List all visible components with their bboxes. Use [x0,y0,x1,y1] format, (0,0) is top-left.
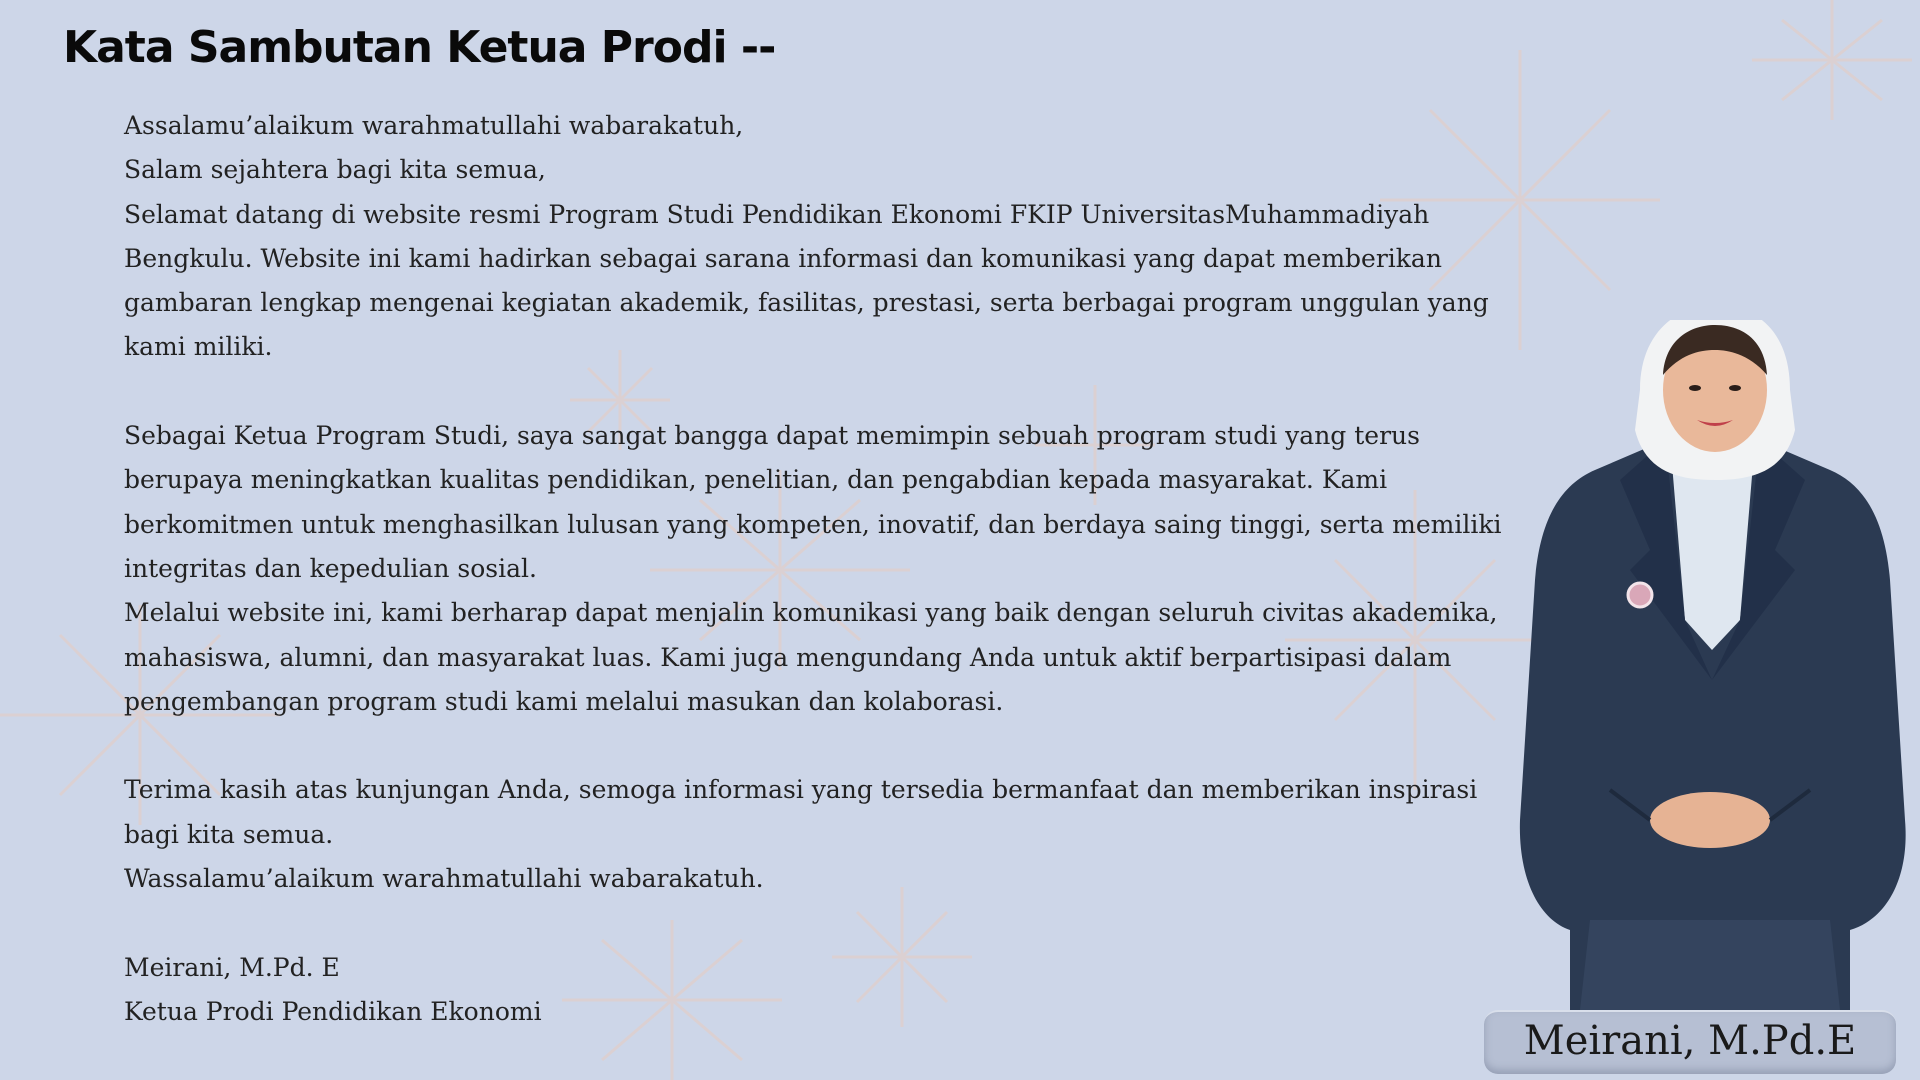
paragraph-gap [124,724,1524,768]
signature-title: Ketua Prodi Pendidikan Ekonomi [124,996,542,1026]
paragraph-gap [124,370,1524,414]
name-caption: Meirani, M.Pd.E [1523,1018,1857,1064]
signature-name: Meirani, M.Pd. E [124,952,340,982]
trousers-shape [1580,920,1840,1010]
eye-left [1689,385,1701,391]
message-line: mahasiswa, alumni, dan masyarakat luas. Kami juga mengundang Anda untuk aktif berpartisipasi dalam [124,642,1452,672]
message-line: berupaya meningkatkan kualitas pendidikan, penelitian, dan pengabdian kepada masyarakat. Kami [124,465,1388,495]
paragraph-gap [124,901,1524,945]
message-line: Wassalamu’alaikum warahmatullahi wabarakatuh. [124,864,764,894]
message-line: integritas dan kepedulian sosial. [124,553,537,583]
name-caption-banner [1484,1010,1896,1074]
portrait-photo [1500,320,1920,1010]
message-line: Selamat datang di website resmi Program Studi Pendidikan Ekonomi FKIP UniversitasMuhammadiyah [124,199,1430,229]
message-line: Assalamu’alaikum warahmatullahi wabarakatuh, [124,111,744,140]
message-line: gambaran lengkap mengenai kegiatan akademik, fasilitas, prestasi, serta berbagai program unggulan yang [124,288,1489,318]
sparkle-decoration [1752,0,1912,120]
page-title: Kata Sambutan Ketua Prodi -- [63,22,776,73]
message-line: Salam sejahtera bagi kita semua, [124,155,546,185]
brooch-shape [1628,583,1652,607]
message-line: berkomitmen untuk menghasilkan lulusan yang kompeten, inovatif, dan berdaya saing tinggi, serta memiliki [124,509,1502,539]
message-line: Terima kasih atas kunjungan Anda, semoga informasi yang tersedia bermanfaat dan memberikan inspirasi [124,775,1478,805]
message-line: Bengkulu. Website ini kami hadirkan sebagai sarana informasi dan komunikasi yang dapat memberikan [124,243,1442,273]
message-line: Sebagai Ketua Program Studi, saya sangat bangga dapat memimpin sebuah program studi yang terus [124,421,1420,451]
hands-shape [1650,792,1770,848]
message-line: Melalui website ini, kami berharap dapat menjalin komunikasi yang baik dengan seluruh civitas akademika, [124,598,1498,628]
eye-right [1729,385,1741,391]
message-line: kami miliki. [124,332,273,362]
message-line: pengembangan program studi kami melalui masukan dan kolaborasi. [124,686,1004,716]
welcome-message [124,104,1524,1034]
message-line: bagi kita semua. [124,819,334,849]
